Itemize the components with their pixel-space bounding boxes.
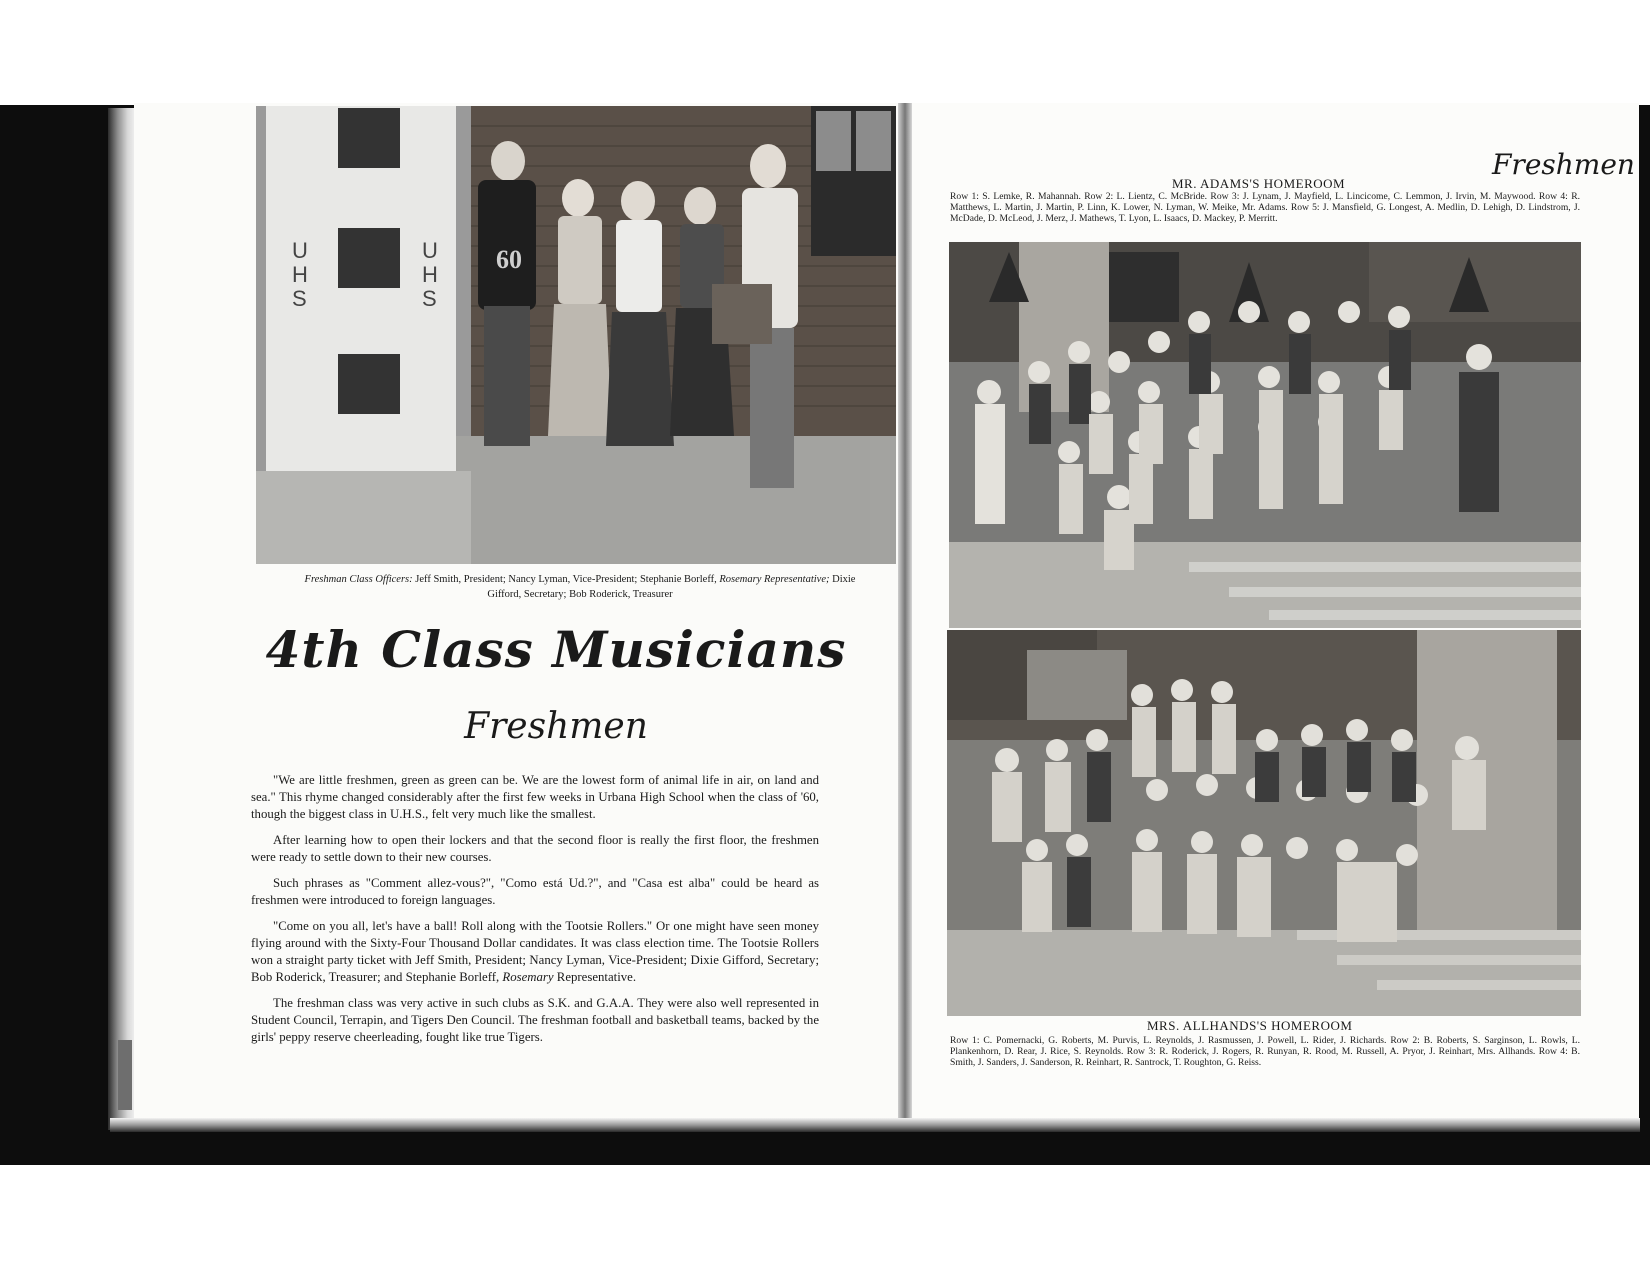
paragraph-2: After learning how to open their lockers and that the second floor is really the first floor, the freshmen were ready to settle down to their new courses.	[251, 833, 819, 864]
book-bottom-edge	[110, 1118, 1640, 1132]
jacket-number: 60	[496, 245, 522, 274]
paragraph-1: "We are little freshmen, green as green can be. We are the lowest form of animal life in air, on land and sea." This rhyme changed considerably after the first few weeks in Urbana High School when the class of '60, though the biggest class in U.H.S., felt very much like the smallest.	[251, 773, 819, 821]
door-letters-left: U H S	[292, 238, 308, 311]
paragraph-5: The freshman class was very active in such clubs as S.K. and G.A.A. They were also well represented in Student Council, Terrapin, and Tigers Den Council. The freshman football and basketball teams, backed by the girls' peppy reserve cheerleading, fought like true Tigers.	[251, 996, 819, 1044]
door-letters-right: U H S	[422, 238, 438, 311]
paragraph-4-rosemary: Rosemary	[502, 970, 554, 984]
paragraph-3: Such phrases as "Comment allez-vous?", "Como está Ud.?", and "Casa est alba" could be heard as freshmen were introduced to foreign languages.	[251, 876, 819, 907]
adams-homeroom-photo	[949, 242, 1581, 628]
adams-homeroom-title: MR. ADAMS'S HOMEROOM	[1172, 176, 1346, 191]
right-page-header: Freshmen	[1492, 148, 1635, 181]
officers-caption-text-1: Jeff Smith, President; Nancy Lyman, Vice-President; Stephanie Borleff,	[415, 574, 717, 585]
allhands-homeroom-names: Row 1: C. Pomernacki, G. Roberts, M. Purvis, L. Reynolds, J. Rasmussen, J. Powell, L. Rider, J. Richards. Row 2: B. Roberts, S. Sarginson, L. Rowls, L. Plankenhorn, D. Rear, J. Rice, S. Reynolds. Row 3: R. Roderick, J. Rogers, R. Runyan, R. Rood, M. Russell, A. Pryor, J. Reinhart, Mrs. Allhands. Row 4: B. Smith, J. Sanders, J. Sanderson, R. Reinhart, R. Santrock, T. Roughton, G. Reiss.	[950, 1035, 1580, 1068]
spine-mark	[118, 1040, 132, 1110]
allhands-homeroom-title: MRS. ALLHANDS'S HOMEROOM	[1147, 1018, 1353, 1033]
officers-caption	[300, 572, 860, 602]
officers-caption-rosemary: Rosemary Representative;	[719, 574, 830, 585]
page-title: 4th Class Musicians	[265, 620, 847, 679]
paragraph-4-text-b: Representative.	[556, 970, 637, 984]
paragraph-4	[251, 918, 819, 986]
book-spine-edge	[108, 108, 136, 1130]
adams-homeroom-names: Row 1: S. Lemke, R. Mahannah. Row 2: L. Lientz, C. McBride. Row 3: J. Lynam, J. Mayfield, L. Lincicome, C. Lemmon, J. Irvin, M. Maywood. Row 4: R. Matthews, L. Martin, J. Martin, P. Linn, K. Lower, N. Lyman, W. Meike, Mr. Adams. Row 5: J. Mansfield, G. Longest, A. Medlin, D. Lehigh, D. Lindstrom, J. McDade, D. McLeod, J. Merz, J. Mathews, T. Lyon, L. Isaacs, D. Mackey, P. Merritt.	[950, 191, 1580, 224]
allhands-homeroom-photo	[947, 630, 1581, 1016]
paragraph-4-text-a: "Come on you all, let's have a ball! Roll along with the Tootsie Rollers." Or one might have seen money flying around with the Sixty-Four Thousand Dollar candidates. It was class election time. The Tootsie Rollers won a straight party ticket with Jeff Smith, President; Nancy Lyman, Vice-President; Dixie Gifford, Secretary; Bob Roderick, Treasurer; and Stephanie Borleff,	[251, 919, 819, 984]
officers-caption-text-2: Dixie Gifford, Secretary; Bob Roderick, Treasurer	[487, 574, 856, 600]
book-gutter	[898, 103, 912, 1128]
page-subtitle: Freshmen	[464, 706, 648, 747]
class-officers-photo	[256, 106, 896, 564]
officers-caption-label: Freshman Class Officers:	[304, 574, 413, 585]
article-body	[251, 772, 819, 1055]
